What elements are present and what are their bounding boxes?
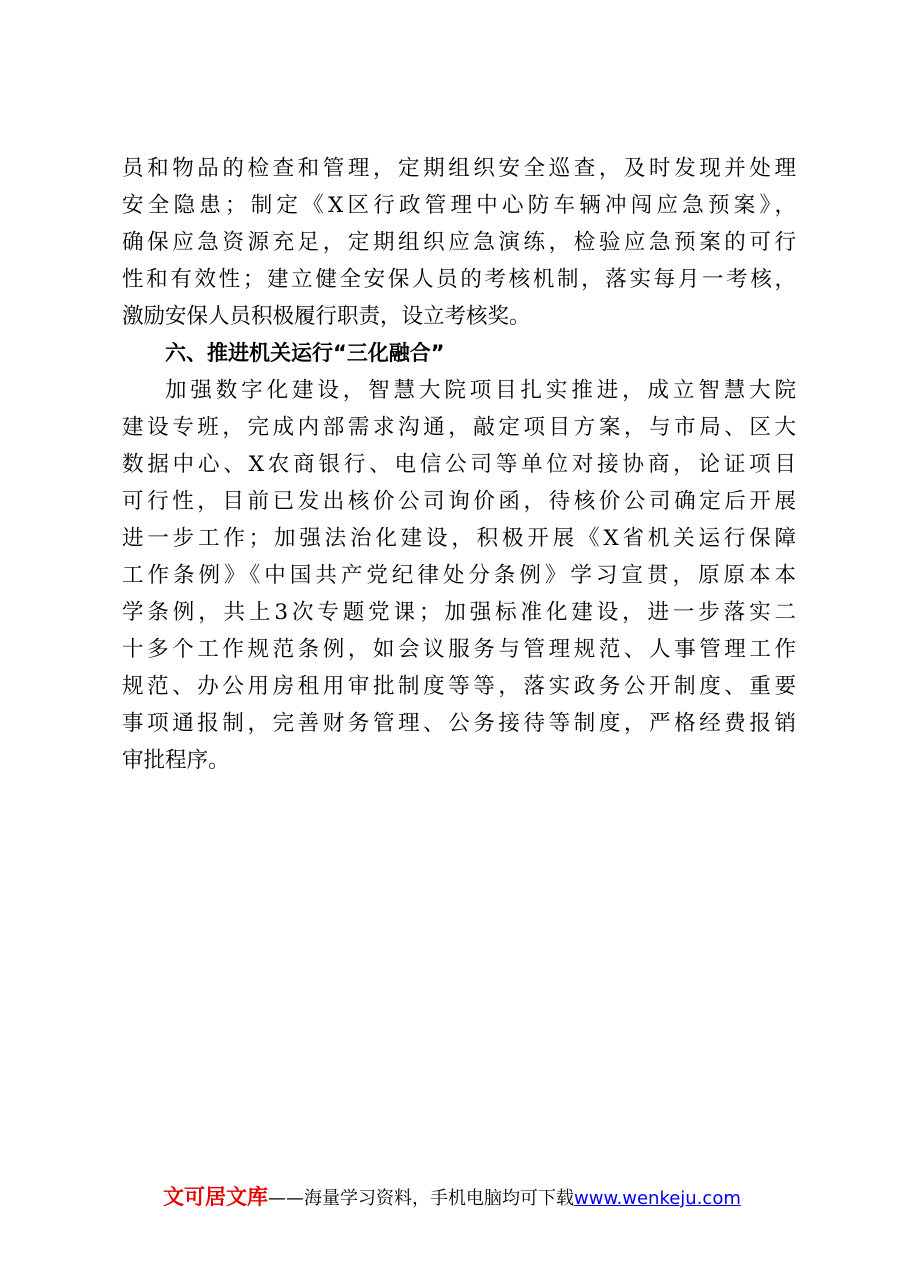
paragraph-line: 学条例，共上3次专题党课；加强标准化建设，进一步落实二 <box>122 600 796 625</box>
document-body <box>122 150 796 779</box>
paragraph-line: 建设专班，完成内部需求沟通，敲定项目方案，与市局、区大 <box>122 415 796 440</box>
paragraph-line: 进一步工作；加强法治化建设，积极开展《X省机关运行保障 <box>122 526 796 551</box>
paragraph-line: 工作条例》《中国共产党纪律处分条例》学习宣贯，原原本本 <box>122 563 796 588</box>
paragraph-line: 十多个工作规范条例，如会议服务与管理规范、人事管理工作 <box>122 637 796 662</box>
footer-brand: 文可居文库 <box>163 1185 268 1209</box>
paragraph-line: 审批程序。 <box>122 748 230 773</box>
section-heading: 六、推进机关运行“三化融合” <box>165 341 445 365</box>
footer-banner <box>163 1180 843 1214</box>
footer-tagline: ——海量学习资料，手机电脑均可下载 <box>268 1188 574 1209</box>
paragraph-line: 激励安保人员积极履行职责，设立考核奖。 <box>122 304 531 329</box>
paragraph-line: 员和物品的检查和管理，定期组织安全巡查，及时发现并处理 <box>122 156 796 181</box>
paragraph-line: 数据中心、X农商银行、电信公司等单位对接协商，论证项目 <box>122 452 796 477</box>
paragraph-line: 规范、办公用房租用审批制度等等，落实政务公开制度、重要 <box>122 674 796 699</box>
paragraph-line: 事项通报制，完善财务管理、公务接待等制度，严格经费报销 <box>122 711 796 736</box>
paragraph-line: 确保应急资源充足，定期组织应急演练，检验应急预案的可行 <box>122 230 796 255</box>
paragraph-line: 性和有效性；建立健全安保人员的考核机制，落实每月一考核， <box>122 267 796 292</box>
paragraph-line: 加强数字化建设，智慧大院项目扎实推进，成立智慧大院 <box>165 378 796 403</box>
footer-link[interactable]: www.wenkeju.com <box>574 1188 741 1209</box>
paragraph-line: 安全隐患；制定《X区行政管理中心防车辆冲闯应急预案》， <box>122 193 796 218</box>
paragraph-line: 可行性，目前已发出核价公司询价函，待核价公司确定后开展 <box>122 489 796 514</box>
